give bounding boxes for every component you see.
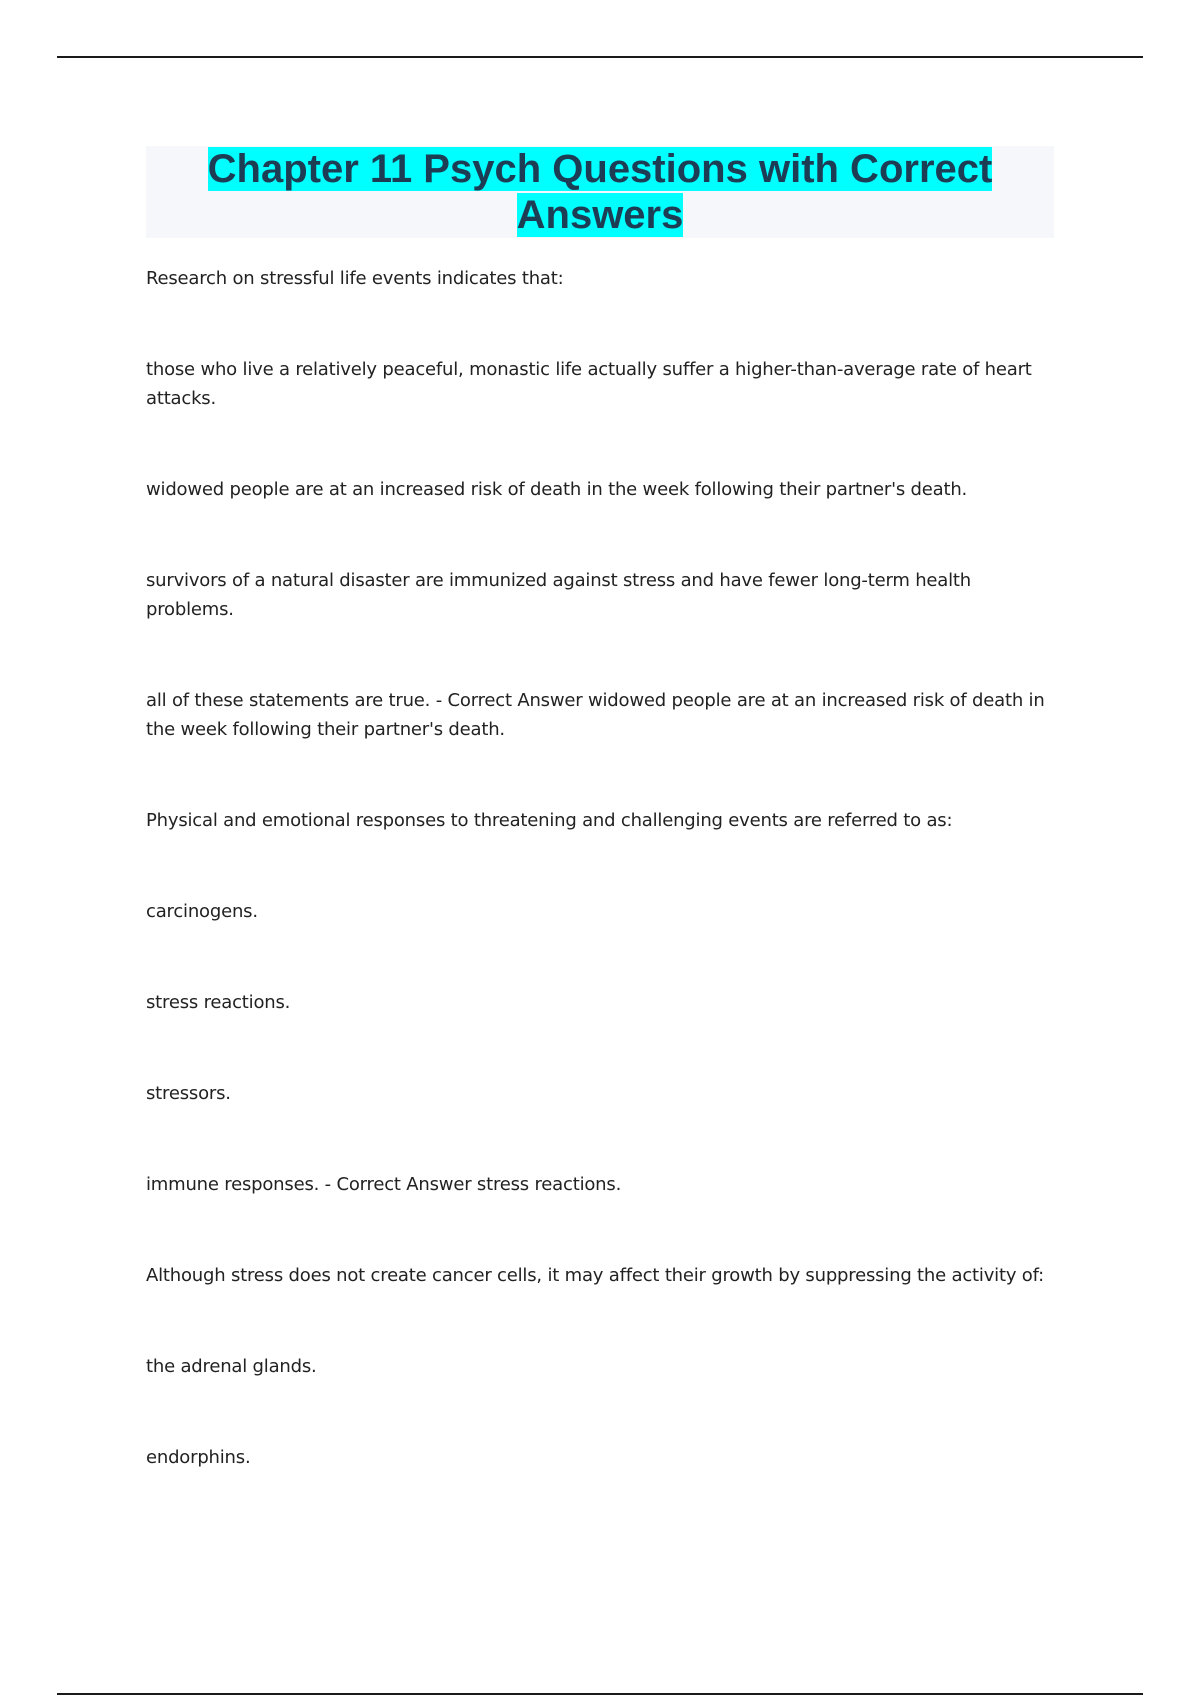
question-2-option-c: stressors. (146, 1083, 231, 1104)
question-1-stem: Research on stressful life events indicates that: (146, 268, 564, 289)
document-body (146, 264, 1056, 1534)
bottom-divider (57, 1693, 1143, 1695)
question-2-option-a: carcinogens. (146, 901, 258, 922)
question-1-option-b: widowed people are at an increased risk of death in the week following their partner's death. (146, 479, 968, 500)
question-1-option-c: survivors of a natural disaster are immunized against stress and have fewer long-term health problems. (146, 570, 971, 620)
question-2-stem: Physical and emotional responses to threatening and challenging events are referred to as: (146, 810, 953, 831)
top-divider (57, 56, 1143, 58)
question-3-stem: Although stress does not create cancer cells, it may affect their growth by suppressing the activity of: (146, 1265, 1044, 1286)
page-title: Chapter 11 Psych Questions with Correct Answers (207, 147, 993, 237)
question-3-option-a: the adrenal glands. (146, 1356, 317, 1377)
question-2-option-d-answer: immune responses. - Correct Answer stress reactions. (146, 1174, 622, 1195)
question-1-option-d-answer: all of these statements are true. - Correct Answer widowed people are at an increased risk of death in the week following their partner's death. (146, 690, 1045, 740)
title-block (146, 146, 1054, 238)
question-2-option-b: stress reactions. (146, 992, 291, 1013)
question-1-option-a: those who live a relatively peaceful, monastic life actually suffer a higher-than-average rate of heart attacks. (146, 359, 1032, 409)
question-3-option-b: endorphins. (146, 1447, 251, 1468)
